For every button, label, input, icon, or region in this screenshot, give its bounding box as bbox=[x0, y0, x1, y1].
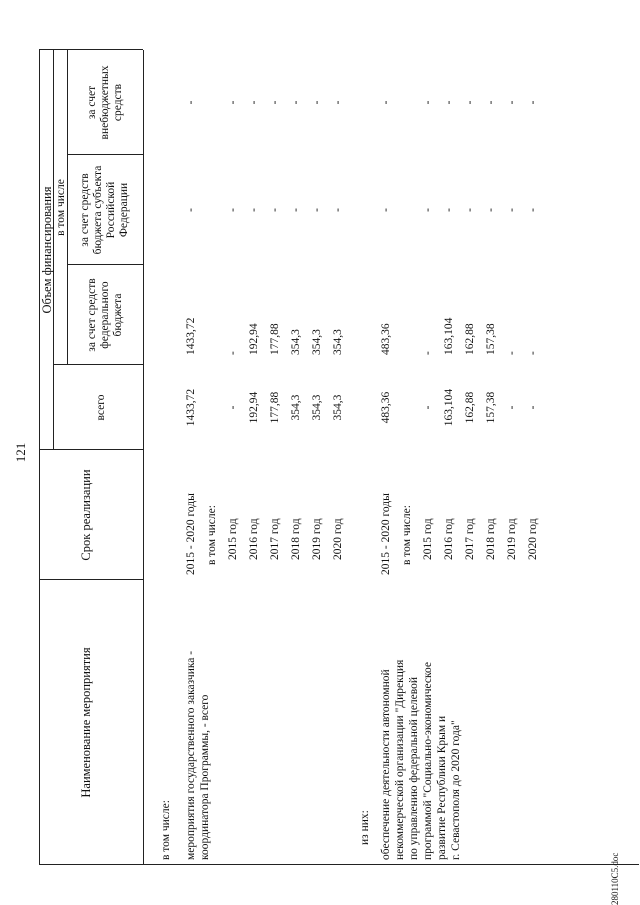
cell-regional: - bbox=[290, 208, 302, 212]
cell-period: 2015 - 2020 годы bbox=[380, 493, 392, 575]
header-extra-line: за счет bbox=[86, 85, 98, 120]
cell-regional: - bbox=[185, 208, 197, 212]
cell-period: 2015 год bbox=[422, 518, 434, 560]
cell-total: - bbox=[422, 405, 434, 410]
header-regional-line: бюджета субъекта bbox=[92, 165, 104, 255]
header-incl: в том числе bbox=[55, 179, 67, 236]
cell-total: 354,3 bbox=[290, 394, 302, 421]
cell-extra: - bbox=[248, 100, 260, 105]
header-funding: Объем финансирования bbox=[40, 186, 54, 314]
table-left-border bbox=[39, 864, 639, 865]
cell-period: в том числе: bbox=[401, 505, 413, 565]
cell-federal: - bbox=[422, 351, 434, 355]
section-label-iz-nih: из них: bbox=[359, 810, 371, 845]
cell-period: 2020 год bbox=[527, 518, 539, 560]
cell-total: - bbox=[227, 405, 239, 410]
cell-extra: - bbox=[311, 100, 323, 105]
cell-total: - bbox=[506, 405, 518, 410]
measure-name-line: программой "Социально-экономическое bbox=[422, 662, 434, 860]
measure-name-line: мероприятия государственного заказчика - bbox=[185, 650, 197, 860]
cell-regional: - bbox=[380, 208, 392, 212]
cell-federal: 163,104 bbox=[443, 317, 455, 355]
cell-period: в том числе: bbox=[206, 505, 218, 565]
cell-extra: - bbox=[332, 100, 344, 105]
measure-name-line: некоммерческой организации "Дирекция bbox=[394, 659, 406, 860]
section-label-v-tom-chisle: в том числе: bbox=[160, 800, 172, 860]
cell-total: 177,88 bbox=[269, 391, 281, 424]
measure-name-line: по управлению федеральной целевой bbox=[408, 676, 420, 860]
cell-federal: 162,88 bbox=[464, 323, 476, 355]
cell-extra: - bbox=[443, 100, 455, 105]
page-number: 121 bbox=[13, 442, 28, 463]
cell-federal: - bbox=[527, 351, 539, 355]
header-federal-line: федерального bbox=[99, 281, 111, 349]
cell-regional: - bbox=[443, 208, 455, 212]
measure-name-line: координатора Программы, - всего bbox=[199, 694, 211, 860]
cell-extra: - bbox=[185, 100, 197, 105]
cell-period: 2018 год bbox=[485, 518, 497, 560]
header-regional-line: Российской bbox=[105, 181, 117, 239]
cell-extra: - bbox=[269, 100, 281, 105]
cell-period: 2016 год bbox=[443, 518, 455, 560]
header-name: Наименование мероприятия bbox=[79, 647, 93, 798]
cell-regional: - bbox=[332, 208, 344, 212]
cell-federal: 177,88 bbox=[269, 323, 281, 355]
cell-period: 2015 год bbox=[227, 518, 239, 560]
cell-federal: 354,3 bbox=[290, 329, 302, 355]
cell-period: 2017 год bbox=[464, 518, 476, 560]
measure-name-line: развитие Республики Крым и bbox=[436, 715, 448, 860]
cell-extra: - bbox=[290, 100, 302, 105]
header-federal-line: бюджета bbox=[112, 293, 124, 337]
cell-extra: - bbox=[485, 100, 497, 105]
cell-federal: 354,3 bbox=[332, 329, 344, 355]
cell-federal: 157,38 bbox=[485, 323, 497, 355]
cell-period: 2015 - 2020 годы bbox=[185, 493, 197, 575]
cell-regional: - bbox=[527, 208, 539, 212]
cell-federal: 192,94 bbox=[248, 323, 260, 355]
header-federal-line: за счет средств bbox=[86, 278, 98, 352]
cell-extra: - bbox=[464, 100, 476, 105]
cell-regional: - bbox=[248, 208, 260, 212]
cell-regional: - bbox=[422, 208, 434, 212]
header-period: Срок реализации bbox=[79, 469, 93, 561]
header-regional-line: за счет средств bbox=[79, 173, 91, 247]
header-regional-line: Федерации bbox=[118, 182, 130, 238]
cell-extra: - bbox=[506, 100, 518, 105]
footer-filename: 280110С5.doc bbox=[610, 852, 620, 905]
cell-regional: - bbox=[227, 208, 239, 212]
cell-total: 354,3 bbox=[332, 394, 344, 421]
cell-regional: - bbox=[506, 208, 518, 212]
header-bottom-border bbox=[143, 50, 144, 865]
cell-total: 354,3 bbox=[311, 394, 323, 421]
cell-extra: - bbox=[422, 100, 434, 105]
header-total: всего bbox=[95, 394, 107, 421]
cell-total: 1433,72 bbox=[185, 388, 197, 427]
cell-regional: - bbox=[464, 208, 476, 212]
cell-total: 162,88 bbox=[464, 391, 476, 424]
cell-period: 2020 год bbox=[332, 518, 344, 560]
cell-regional: - bbox=[311, 208, 323, 212]
header-extra-line: внебюджетных bbox=[99, 65, 111, 140]
cell-total: 163,104 bbox=[443, 388, 455, 427]
cell-total: 157,38 bbox=[485, 391, 497, 424]
cell-federal: 483,36 bbox=[380, 323, 392, 355]
cell-total: - bbox=[527, 405, 539, 410]
cell-regional: - bbox=[485, 208, 497, 212]
header-extra-line: средств bbox=[112, 83, 124, 122]
cell-period: 2016 год bbox=[248, 518, 260, 560]
cell-period: 2018 год bbox=[290, 518, 302, 560]
cell-extra: - bbox=[527, 100, 539, 105]
cell-federal: 1433,72 bbox=[185, 317, 197, 355]
cell-period: 2019 год bbox=[506, 518, 518, 560]
measure-name-line: г. Севастополя до 2020 года" bbox=[450, 720, 462, 860]
cell-federal: - bbox=[506, 351, 518, 355]
cell-regional: - bbox=[269, 208, 281, 212]
cell-federal: - bbox=[227, 351, 239, 355]
cell-period: 2017 год bbox=[269, 518, 281, 560]
cell-total: 483,36 bbox=[380, 391, 392, 424]
cell-total: 192,94 bbox=[248, 391, 260, 424]
cell-extra: - bbox=[380, 100, 392, 105]
cell-period: 2019 год bbox=[311, 518, 323, 560]
cell-federal: 354,3 bbox=[311, 329, 323, 355]
cell-extra: - bbox=[227, 100, 239, 105]
measure-name-line: обеспечение деятельности автономной bbox=[380, 669, 392, 860]
table-top-border bbox=[39, 50, 40, 865]
